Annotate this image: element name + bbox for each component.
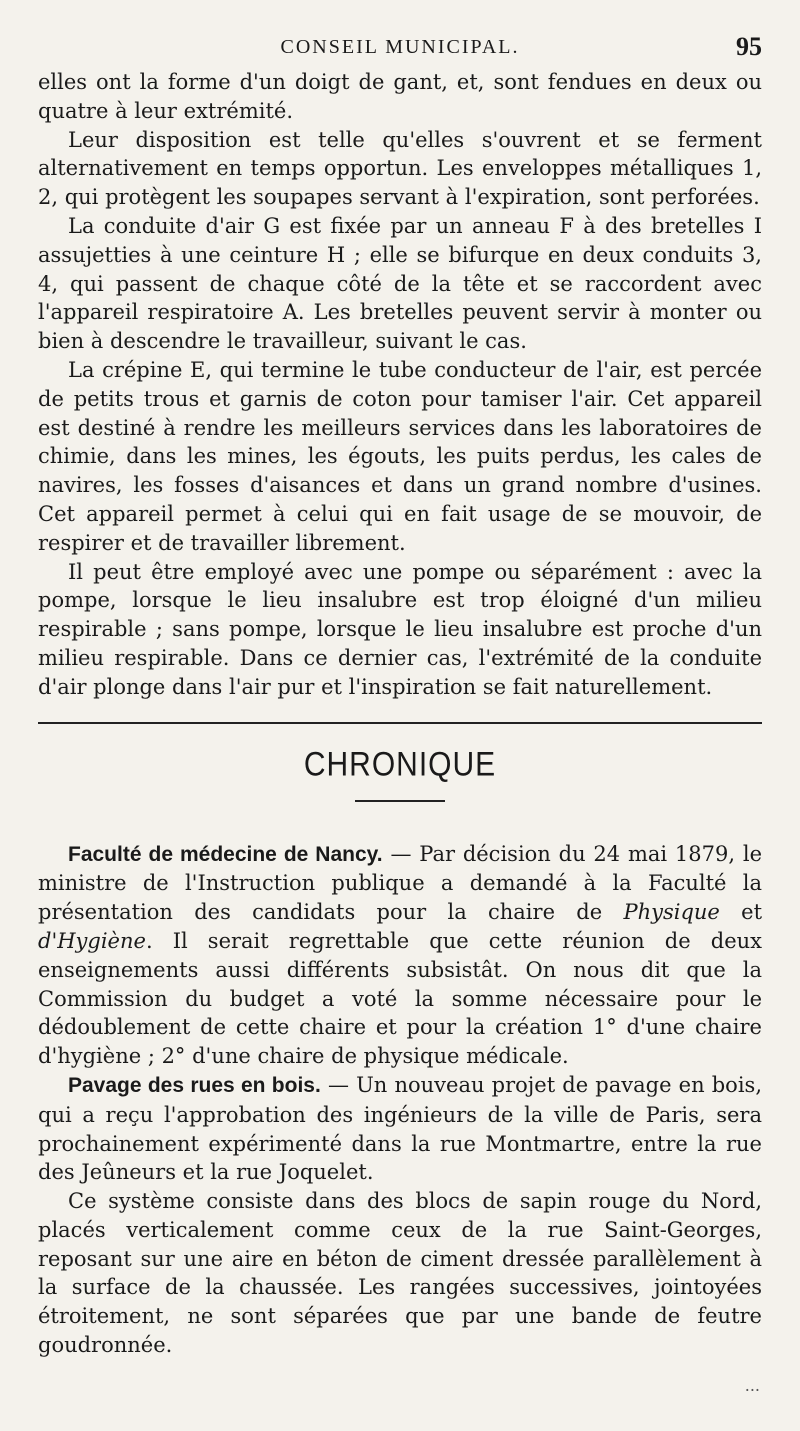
page-number: 95 — [736, 32, 762, 61]
item-text: — Par décision du 24 mai 1879, le ministre de l'Instruction publique a demandé à la Faculté la présentation des candidats pour la chaire de — [38, 841, 762, 925]
italic-term: Physique — [623, 900, 720, 925]
paragraph-5: Il peut être employé avec une pompe ou séparément : avec la pompe, lorsque le lieu insalubre est trop éloigné d'un milieu respirable ; sans pompe, lorsque le lieu insalubre est proche d'un milieu respirable. Dans ce dernier cas, l'extrémité de la conduite d'air plonge dans l'air pur et l'inspiration se fait naturellement. — [38, 559, 762, 699]
italic-term: d'Hygiène — [38, 928, 146, 953]
footer-marks: ... — [744, 1376, 760, 1395]
conjunction: et — [719, 900, 763, 925]
paragraph-4: La crépine E, qui termine le tube conducteur de l'air, est percée de petits trous et garnis de coton pour tamiser l'air. Cet appareil est destiné à rendre les meilleurs services dans les laboratoires de chimie, dans les mines, les égouts, les puits perdus, les cales de navires, les fosses d'aisances et dans un grand nombre d'usines. Cet appareil permet à celui qui en fait usage de se mouvoir, de respirer et de travailler librement. — [38, 357, 762, 555]
running-title: CONSEIL MUNICIPAL. — [280, 36, 520, 58]
item-text: — Un nouveau projet de pavage en bois, qui a reçu l'approbation des ingénieurs de la ville de Paris, sera prochainement expérimenté dans la rue Montmartre, entre la rue des Jeûneurs et la rue Joquelet. — [38, 1072, 762, 1185]
item-heading: Pavage des rues en bois. — [68, 1073, 321, 1097]
section-title: CHRONIQUE — [303, 744, 497, 783]
document-page — [38, 28, 762, 1360]
chronique-item-pavage — [38, 1071, 762, 1187]
chronique-item-systeme: Ce système consiste dans des blocs de sapin rouge du Nord, placés verticalement comme ceux de la rue Saint-Georges, reposant sur une aire en béton de ciment dressée parallèlement à la surface de la chaussée. Les rangées successives, jointoyées étroitement, ne sont séparées que par une bande de feutre goudronnée. — [38, 1189, 762, 1358]
chronique-body — [38, 840, 762, 1360]
paragraph-2: Leur disposition est telle qu'elles s'ouvrent et se ferment alternativement en temps opportun. Les enveloppes métalliques 1, 2, qui protègent les soupapes servant à l'expiration, sont perforées. — [38, 127, 762, 210]
title-underline — [355, 800, 445, 802]
running-header — [38, 28, 762, 68]
item-text: . Il serait regrettable que cette réunion de deux enseignements aussi différents subsistât. On nous dit que la Commission du budget a voté la somme nécessaire pour le dédoublement de cette chaire et pour la création 1° d'une chaire d'hygiène ; 2° d'une chaire de physique médicale. — [38, 928, 762, 1069]
section-divider — [38, 722, 762, 724]
chronique-item-nancy — [38, 840, 762, 1071]
paragraph-3: La conduite d'air G est fixée par un anneau F à des bretelles I assujetties à une ceinture H ; elle se bifurque en deux conduits 3, 4, qui passent de chaque côté de la tête et se raccordent avec l'appareil respiratoire A. Les bretelles peuvent servir à monter ou bien à descendre le travailleur, suivant le cas. — [38, 213, 762, 354]
item-heading: Faculté de médecine de Nancy. — [68, 842, 383, 866]
paragraph-1: elles ont la forme d'un doigt de gant, et, sont fendues en deux ou quatre à leur extrémité. — [38, 70, 762, 123]
